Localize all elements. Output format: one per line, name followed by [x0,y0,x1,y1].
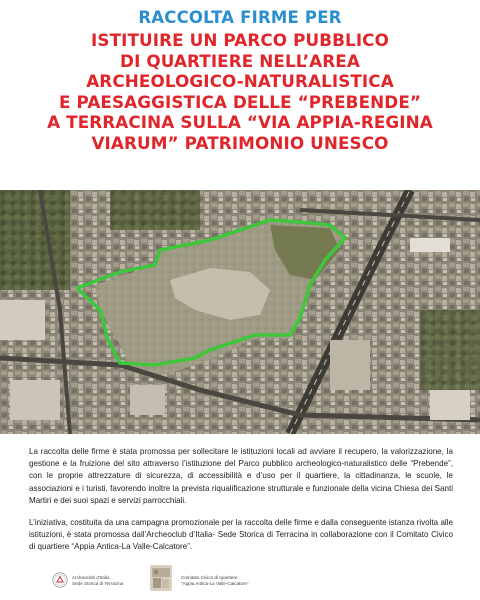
title-line: E PAESAGGISTICA DELLE “PREBENDE” [58,91,422,112]
comitato-logo-icon [150,565,172,591]
title-line: ARCHEOLOGICO-NATURALISTICA [86,71,394,91]
kicker-heading: RACCOLTA FIRME PER [138,8,342,27]
building [0,300,45,340]
archeoclub-name: Archeoclub d’Italia Sede Storica di Terracina [72,575,124,586]
title-line: ISTITUIRE UN PARCO PUBBLICO [91,30,389,50]
paragraph: L’iniziativa, costituita da una campagna promozionale per la raccolta delle firme e dalla conseguente istanza rivolta alle istituzioni, è stata promossa dall’Archeoclub d’Italia- Sede Storica di Terracina in collaborazione con il Comitato Civico di quartiere “Appia Antica-La Valle-Calcatore”. [29,518,453,552]
aerial-photo [0,190,480,434]
tree-cluster [0,190,70,290]
title-line: VIARUM” PATRIMONIO UNESCO [91,132,389,153]
aerial-map-illustration [0,190,480,434]
comitato-name: Comitato Civico di quartiere “Appia Antica-La Valle-Calcatore” [181,575,249,586]
title-block [0,30,480,153]
building [10,380,60,420]
paragraph: La raccolta delle firme è stata promossa per sollecitare le istituzioni locali ad avviare il recupero, la valorizzazione, la gestione e la fruizione del sito attraverso l’istituzione del Parco pubblico archeologico-naturalistico delle “Prebende”, con le proprie attrezzature di sicurezza, di accessibilità e d’uso per il quartiere, la cittadinanza, le scuole, le associazioni e i turisti, favorendo inoltre la prevista riqualificazione strutturale e funzionale della vicina Chiesa dei Santi Martiri e dei suoi spazi e servizi parrocchiali. [29,447,453,505]
building [410,238,450,252]
title-line: A TERRACINA SULLA “VIA APPIA-REGINA [47,112,433,132]
building [130,385,165,415]
poster-header [0,8,480,153]
title-line: DI QUARTIERE NELL’AREA [120,50,360,71]
building [330,340,370,390]
footer [0,548,480,600]
building [430,390,470,420]
body-text [29,446,453,554]
tree-cluster [420,310,480,390]
archeoclub-logo-icon [52,572,68,588]
tree-cluster [110,190,200,230]
